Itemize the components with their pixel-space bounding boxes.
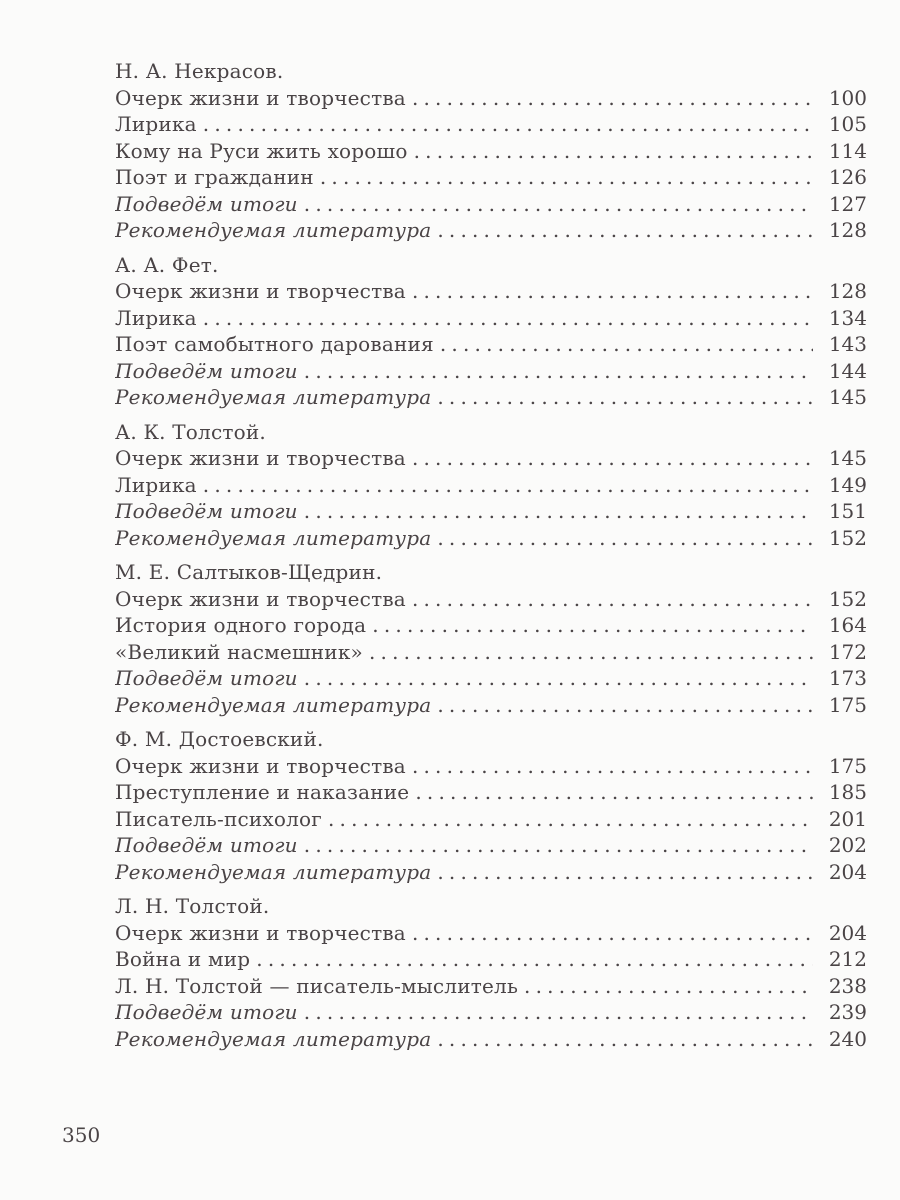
- toc-section-fet: [115, 252, 867, 411]
- toc-entry[interactable]: [115, 639, 867, 666]
- table-of-contents: [115, 58, 867, 1060]
- entry-title: Очерк жизни и творчества: [115, 753, 406, 778]
- entry-page: 175: [828, 692, 867, 717]
- dot-leader: [524, 973, 813, 1000]
- entry-page: 204: [828, 920, 867, 945]
- toc-entry[interactable]: [115, 331, 867, 358]
- entry-page: 126: [828, 165, 867, 189]
- entry-page: 128: [828, 218, 867, 242]
- entry-title: Рекомендуемая литература: [115, 385, 432, 409]
- section-author: М. Е. Салтыков-Щедрин.: [115, 560, 383, 584]
- entry-title: Очерк жизни и творчества: [115, 85, 406, 110]
- dot-leader: [203, 111, 813, 138]
- dot-leader: [412, 920, 813, 947]
- entry-title: Подведём итоги: [115, 666, 298, 690]
- toc-entry[interactable]: [115, 612, 867, 639]
- dot-leader: [437, 384, 813, 411]
- entry-title: Рекомендуемая литература: [115, 1026, 432, 1051]
- dot-leader: [369, 639, 813, 666]
- toc-entry[interactable]: [115, 1026, 867, 1053]
- entry-title: История одного города: [115, 613, 367, 637]
- entry-page: 238: [828, 973, 867, 998]
- section-author: Л. Н. Толстой.: [115, 894, 270, 918]
- toc-entry[interactable]: [115, 384, 867, 411]
- toc-entry[interactable]: [115, 999, 867, 1026]
- toc-entry[interactable]: [115, 358, 867, 385]
- entry-title: Рекомендуемая литература: [115, 859, 432, 884]
- entry-title: Лирика: [115, 112, 197, 136]
- entry-title: Преступление и наказание: [115, 780, 410, 804]
- entry-page: 144: [828, 358, 867, 383]
- toc-entry[interactable]: [115, 85, 867, 112]
- toc-entry[interactable]: [115, 164, 867, 191]
- dot-leader: [304, 498, 813, 525]
- entry-title: Рекомендуемая литература: [115, 218, 432, 242]
- entry-page: 145: [828, 385, 867, 409]
- entry-title: Лирика: [115, 472, 197, 497]
- entry-page: 134: [828, 305, 867, 330]
- toc-section-saltykov-shchedrin: [115, 559, 867, 718]
- entry-title: «Великий насмешник»: [115, 639, 363, 664]
- entry-title: Поэт и гражданин: [115, 165, 314, 189]
- dot-leader: [320, 164, 813, 191]
- entry-page: 164: [828, 613, 867, 637]
- page-number: 350: [62, 1123, 101, 1147]
- toc-entry[interactable]: [115, 946, 867, 973]
- entry-page: 100: [828, 85, 867, 110]
- dot-leader: [203, 472, 813, 499]
- dot-leader: [412, 445, 813, 472]
- entry-title: Очерк жизни и творчества: [115, 920, 406, 945]
- toc-entry[interactable]: [115, 859, 867, 886]
- section-author: Н. А. Некрасов.: [115, 59, 284, 83]
- toc-entry[interactable]: [115, 305, 867, 332]
- toc-entry[interactable]: [115, 973, 867, 1000]
- toc-entry[interactable]: [115, 692, 867, 719]
- entry-title: Война и мир: [115, 947, 251, 971]
- entry-page: 173: [828, 666, 867, 690]
- entry-title: Кому на Руси жить хорошо: [115, 138, 408, 163]
- entry-title: Очерк жизни и творчества: [115, 279, 406, 303]
- dot-leader: [437, 1026, 813, 1053]
- toc-entry[interactable]: [115, 525, 867, 552]
- entry-title: Очерк жизни и творчества: [115, 586, 406, 611]
- entry-title: Л. Н. Толстой — писатель-мыслитель: [115, 973, 519, 998]
- section-author: А. К. Толстой.: [115, 419, 266, 444]
- dot-leader: [440, 331, 813, 358]
- entry-page: 149: [828, 472, 867, 497]
- entry-title: Рекомендуемая литература: [115, 525, 432, 550]
- entry-page: 202: [828, 833, 867, 857]
- entry-page: 151: [828, 499, 867, 523]
- entry-page: 240: [828, 1026, 867, 1051]
- dot-leader: [412, 278, 813, 305]
- dot-leader: [256, 946, 813, 973]
- toc-entry[interactable]: [115, 445, 867, 472]
- toc-entry[interactable]: [115, 217, 867, 244]
- toc-entry[interactable]: [115, 753, 867, 780]
- toc-entry[interactable]: [115, 779, 867, 806]
- toc-section-a-k-tolstoy: [115, 419, 867, 552]
- dot-leader: [304, 358, 813, 385]
- dot-leader: [304, 191, 813, 218]
- dot-leader: [328, 806, 813, 833]
- entry-title: Подведём итоги: [115, 191, 298, 216]
- entry-page: 143: [828, 332, 867, 356]
- entry-title: Подведём итоги: [115, 1000, 298, 1024]
- dot-leader: [412, 753, 813, 780]
- entry-title: Лирика: [115, 305, 197, 330]
- entry-title: Подведём итоги: [115, 358, 298, 383]
- dot-leader: [437, 217, 813, 244]
- toc-section-l-n-tolstoy: [115, 893, 867, 1052]
- entry-page: 239: [828, 1000, 867, 1024]
- entry-title: Подведём итоги: [115, 499, 298, 523]
- entry-page: 204: [828, 859, 867, 884]
- entry-title: Рекомендуемая литература: [115, 692, 432, 717]
- entry-title: Очерк жизни и творчества: [115, 446, 406, 470]
- toc-entry[interactable]: [115, 278, 867, 305]
- dot-leader: [304, 665, 813, 692]
- entry-page: 152: [828, 586, 867, 611]
- entry-title: Писатель-психолог: [115, 806, 322, 831]
- entry-page: 145: [828, 446, 867, 470]
- dot-leader: [203, 305, 813, 332]
- toc-entry[interactable]: [115, 920, 867, 947]
- toc-entry[interactable]: [115, 665, 867, 692]
- dot-leader: [437, 525, 813, 552]
- entry-page: 201: [828, 806, 867, 831]
- section-author: Ф. М. Достоевский.: [115, 727, 324, 751]
- entry-page: 185: [828, 780, 867, 804]
- dot-leader: [372, 612, 813, 639]
- toc-entry[interactable]: [115, 111, 867, 138]
- entry-page: 152: [828, 525, 867, 550]
- toc-entry[interactable]: [115, 832, 867, 859]
- dot-leader: [304, 832, 813, 859]
- entry-page: 212: [828, 947, 867, 971]
- dot-leader: [415, 779, 813, 806]
- toc-section-dostoevsky: [115, 726, 867, 885]
- dot-leader: [414, 138, 813, 165]
- entry-page: 172: [828, 639, 867, 664]
- entry-title: Поэт самобытного дарования: [115, 332, 434, 356]
- entry-page: 127: [828, 191, 867, 216]
- toc-entry[interactable]: [115, 498, 867, 525]
- entry-title: Подведём итоги: [115, 833, 298, 857]
- entry-page: 175: [828, 753, 867, 778]
- section-author: А. А. Фет.: [115, 252, 219, 277]
- toc-entry[interactable]: [115, 806, 867, 833]
- entry-page: 114: [828, 138, 867, 163]
- dot-leader: [437, 692, 813, 719]
- dot-leader: [304, 999, 813, 1026]
- entry-page: 128: [828, 279, 867, 303]
- toc-section-nekrasov: [115, 58, 867, 244]
- toc-entry[interactable]: [115, 191, 867, 218]
- toc-entry[interactable]: [115, 472, 867, 499]
- dot-leader: [437, 859, 813, 886]
- dot-leader: [412, 85, 813, 112]
- entry-page: 105: [828, 112, 867, 136]
- toc-entry[interactable]: [115, 586, 867, 613]
- dot-leader: [412, 586, 813, 613]
- toc-entry[interactable]: [115, 138, 867, 165]
